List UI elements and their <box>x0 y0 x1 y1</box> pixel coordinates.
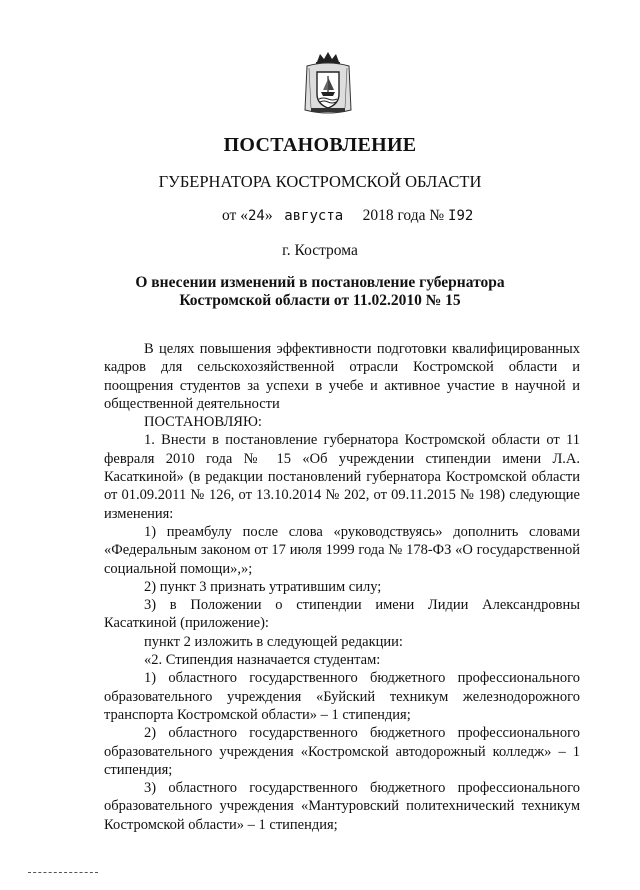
body-paragraph: 2) областного государственного бюджетного профессионального образовательного учреждения «Костромской автодорожный колледж» – 1 стипендия; <box>104 725 580 778</box>
body-paragraph: пункт 2 изложить в следующей редакции: <box>144 633 403 650</box>
heading-line-1: О внесении изменений в постановление губернатора <box>135 274 505 291</box>
body-paragraph: В целях повышения эффективности подготовки квалифицированных кадров для сельскохозяйственной отрасли Костромской области и поощрения студентов за успехи в учебе и активное участие в научной и общественной деятельности <box>104 341 580 412</box>
document-title: ПОСТАНОВЛЕНИЕ <box>223 134 417 156</box>
issuer-subtitle: ГУБЕРНАТОРА КОСТРОМСКОЙ ОБЛАСТИ <box>158 172 482 191</box>
body-paragraph: ПОСТАНОВЛЯЮ: <box>144 414 262 431</box>
date-day: 24 <box>247 208 265 224</box>
date-line <box>222 207 473 225</box>
date-year: 2018 года № <box>362 207 445 224</box>
date-prefix: от « <box>222 207 248 224</box>
date-month: августа <box>284 208 344 224</box>
coat-of-arms-icon <box>303 50 353 116</box>
body-paragraph: 1. Внести в постановление губернатора Костромской области от 11 февраля 2010 года № 15 «Об учреждении стипендии имени Л.А. Касаткиной» (в редакции постановлений губернатора Костромской области от 01.09.2011 № 126, от 13.10.2014 № 202, от 09.11.2015 № 198) следующие изменения: <box>104 432 580 522</box>
body-paragraph: 3) областного государственного бюджетного профессионального образовательного учреждения «Мантуровский политехнический техникум Костромской области» – 1 стипендия; <box>104 780 580 833</box>
body-paragraph: 3) в Положении о стипендии имени Лидии Александровны Касаткиной (приложение): <box>104 597 580 632</box>
date-mid: » <box>264 207 273 224</box>
city-line: г. Кострома <box>282 242 358 259</box>
heading-line-2: Костромской области от 11.02.2010 № 15 <box>179 292 461 309</box>
document-body <box>104 340 580 834</box>
document-number: I92 <box>448 208 474 224</box>
body-paragraph: 2) пункт 3 признать утратившим силу; <box>144 578 382 595</box>
body-paragraph: «2. Стипендия назначается студентам: <box>144 652 381 669</box>
footer-divider <box>28 872 98 873</box>
document-heading <box>0 274 640 310</box>
body-paragraph: 1) областного государственного бюджетного профессионального образовательного учреждения «Буйский техникум железнодорожного транспорта Костромской области» – 1 стипендия; <box>104 670 580 723</box>
body-paragraph: 1) преамбулу после слова «руководствуясь» дополнить словами «Федеральным законом от 17 июля 1999 года № 178-ФЗ «О государственной социальной помощи»,»; <box>104 523 580 577</box>
